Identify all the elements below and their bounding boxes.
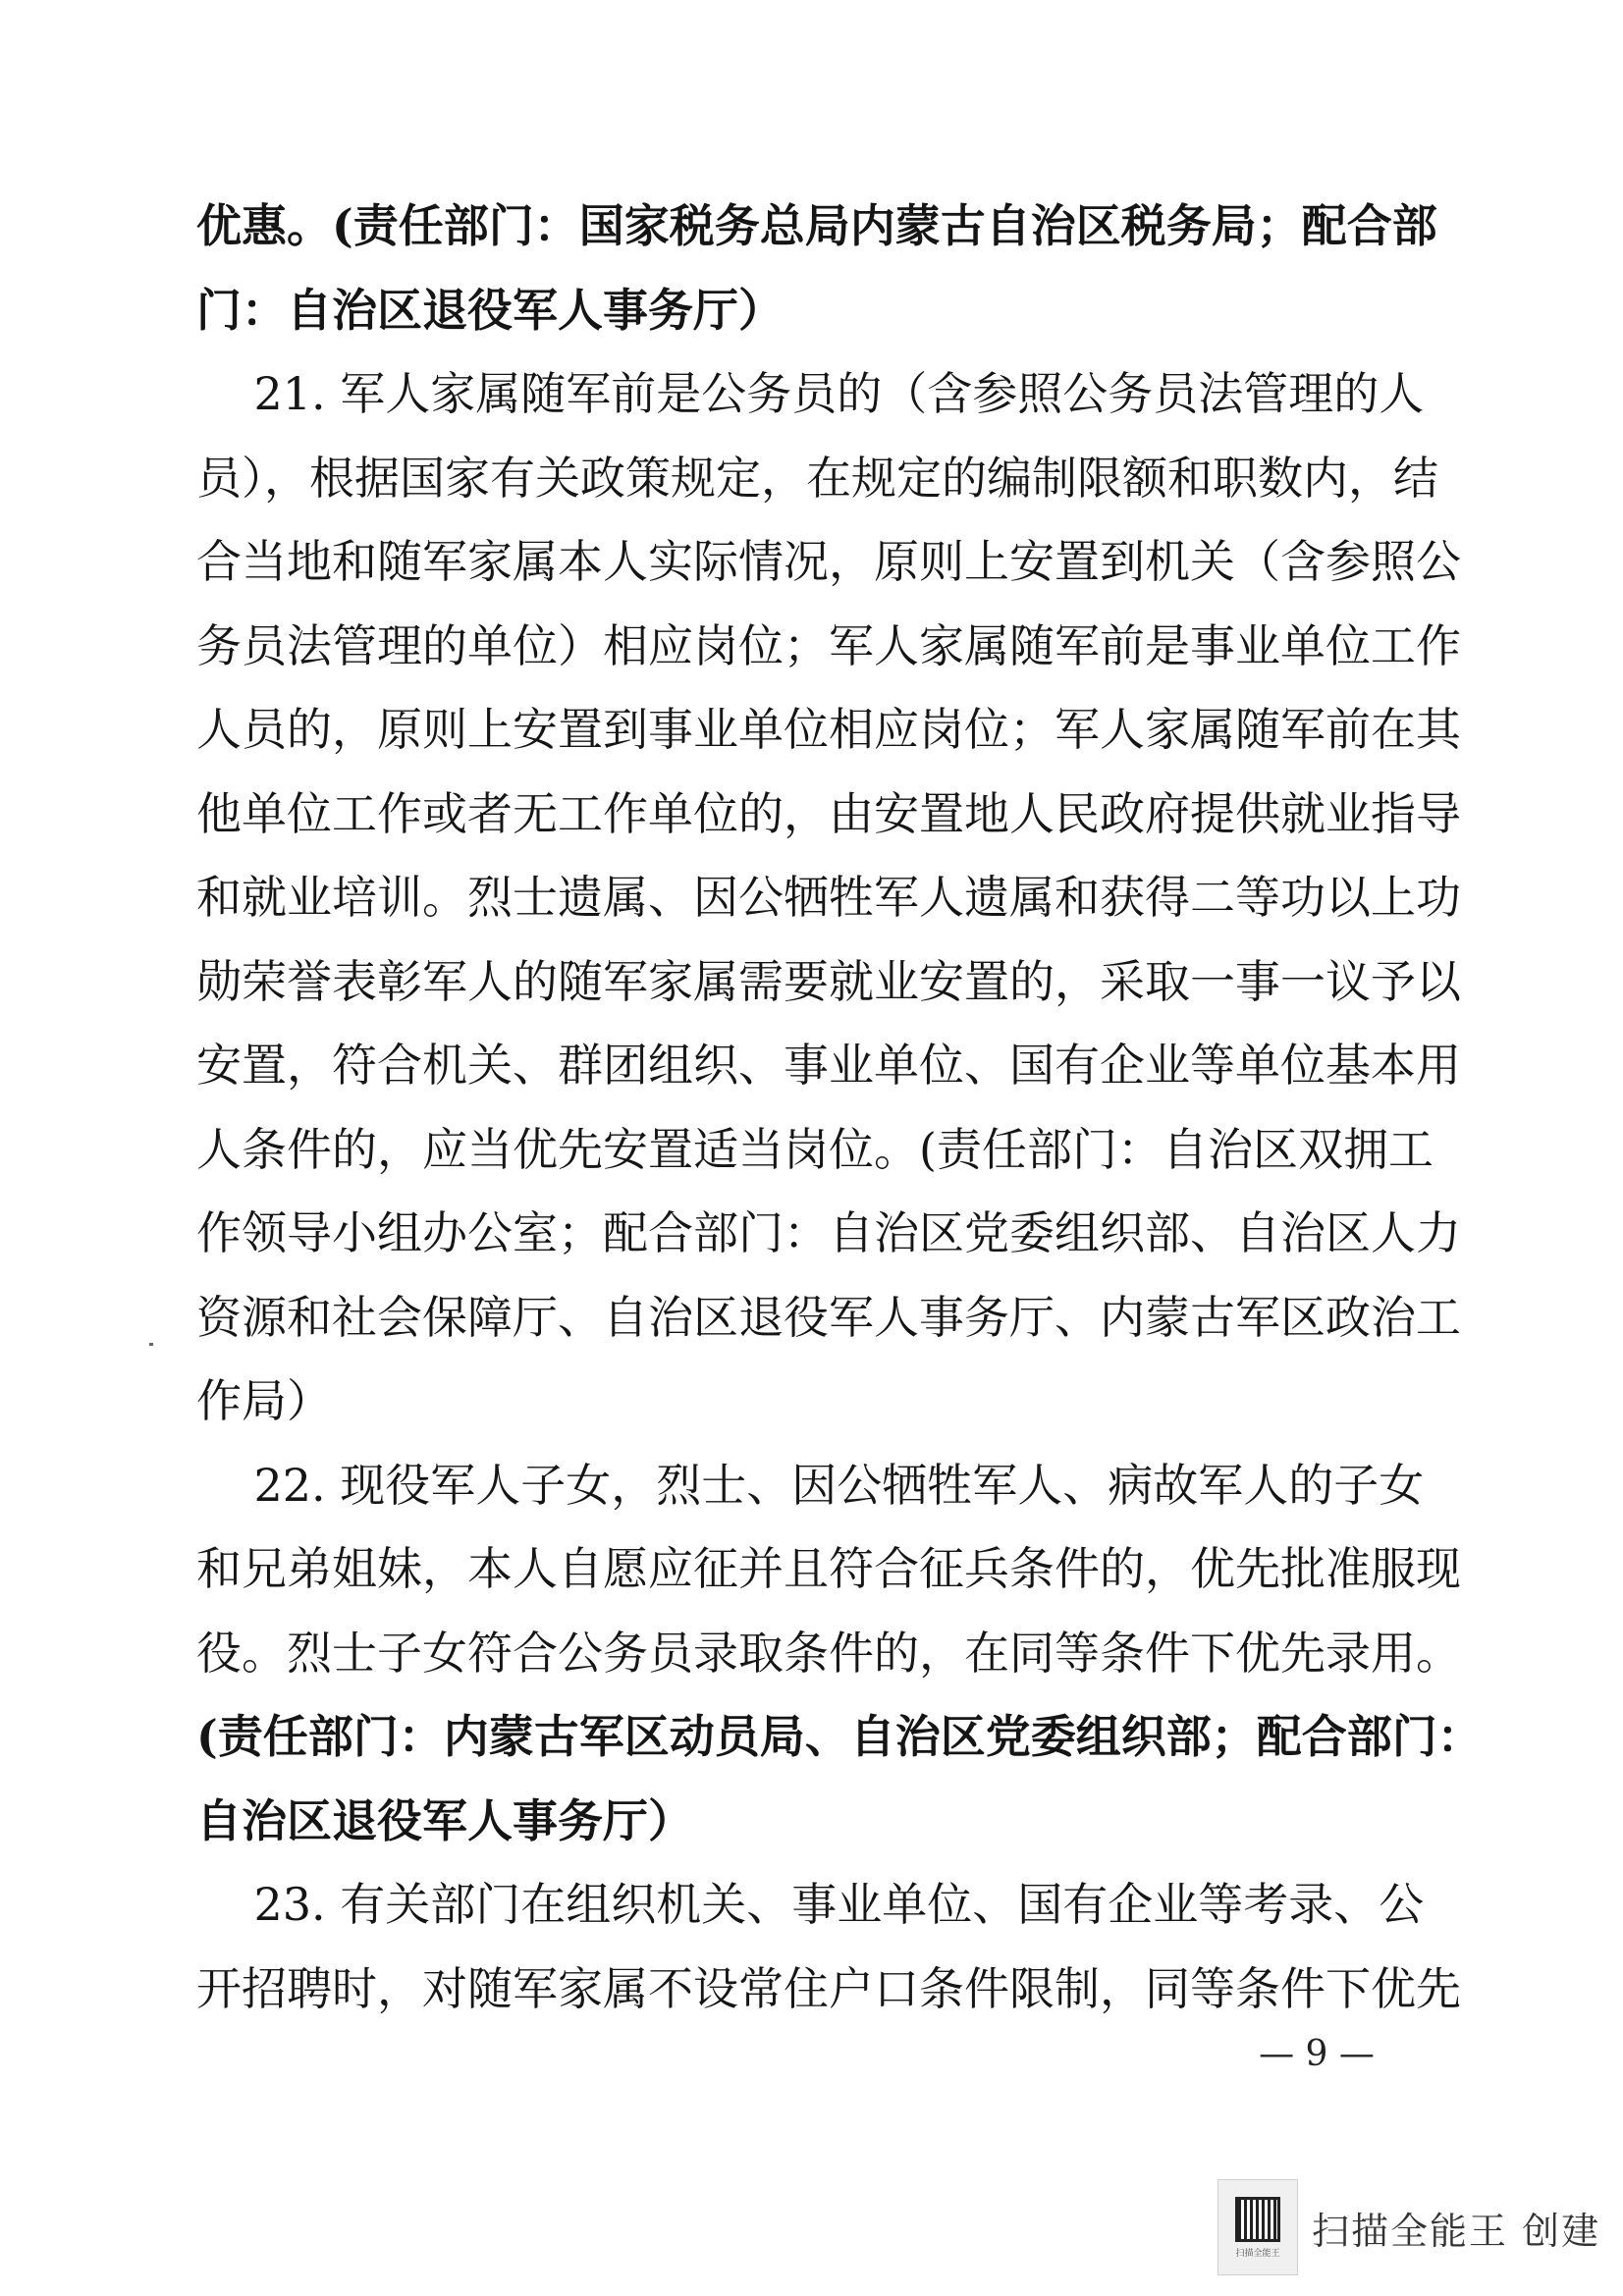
text-line: 开招聘时，对随军家属不设常住户口条件限制，同等条件下优先 (196, 1961, 1461, 2015)
text-line: 21. 军人家属随军前是公务员的（含参照公务员法管理的人 (196, 367, 1425, 420)
text-line: (责任部门：内蒙古军区动员局、自治区党委组织部；配合部门： (196, 1710, 1483, 1763)
scan-artifact (149, 1343, 153, 1346)
document-body (196, 185, 1483, 2031)
text-line: 自治区退役军人事务厅） (196, 1793, 693, 1847)
qr-caption: 扫描全能王 (1235, 2248, 1280, 2259)
page-number: — 9 — (1259, 2034, 1375, 2074)
text-line: 作领导小组办公室；配合部门：自治区党委组织部、自治区人力 (196, 1206, 1461, 1259)
text-line: 资源和社会保障厅、自治区退役军人事务厅、内蒙古军区政治工 (196, 1290, 1461, 1344)
qr-code-icon (1217, 2179, 1298, 2275)
text-line: 合当地和随军家属本人实际情况，原则上安置到机关（含参照公 (196, 535, 1461, 588)
text-line: 23. 有关部门在组织机关、事业单位、国有企业等考录、公 (196, 1878, 1425, 1931)
scanner-watermark (1217, 2179, 1600, 2275)
text-line: 和兄弟姐妹，本人自愿应征并且符合征兵条件的，优先批准服现 (196, 1542, 1461, 1595)
text-line: 和就业培训。烈士遗属、因公牺牲军人遗属和获得二等功以上功 (196, 871, 1461, 924)
text-line: 优惠。(责任部门：国家税务总局内蒙古自治区税务局；配合部 (196, 199, 1437, 252)
text-line: 他单位工作或者无工作单位的，由安置地人民政府提供就业指导 (196, 786, 1461, 840)
text-line: 人条件的，应当优先安置适当岗位。(责任部门：自治区双拥工 (196, 1122, 1434, 1176)
scanner-brand-text: 扫描全能王 创建 (1312, 2209, 1601, 2253)
qr-code-pattern (1235, 2197, 1280, 2242)
text-line: 员），根据国家有关政策规定，在规定的编制限额和职数内，结 (196, 451, 1438, 505)
text-line: 役。烈士子女符合公务员录取条件的，在同等条件下优先录用。 (196, 1626, 1461, 1680)
text-line: 22. 现役军人子女，烈士、因公牺牲军人、病故军人的子女 (196, 1458, 1425, 1512)
text-line: 安置，符合机关、群团组织、事业单位、国有企业等单位基本用 (196, 1039, 1461, 1092)
text-line: 勋荣誉表彰军人的随军家属需要就业安置的，采取一事一议予以 (196, 954, 1461, 1008)
text-line: 务员法管理的单位）相应岗位；军人家属随军前是事业单位工作 (196, 618, 1461, 672)
text-line: 作局） (196, 1374, 332, 1427)
text-line: 人员的，原则上安置到事业单位相应岗位；军人家属随军前在其 (196, 703, 1461, 756)
text-line: 门：自治区退役军人事务厅） (196, 283, 784, 337)
